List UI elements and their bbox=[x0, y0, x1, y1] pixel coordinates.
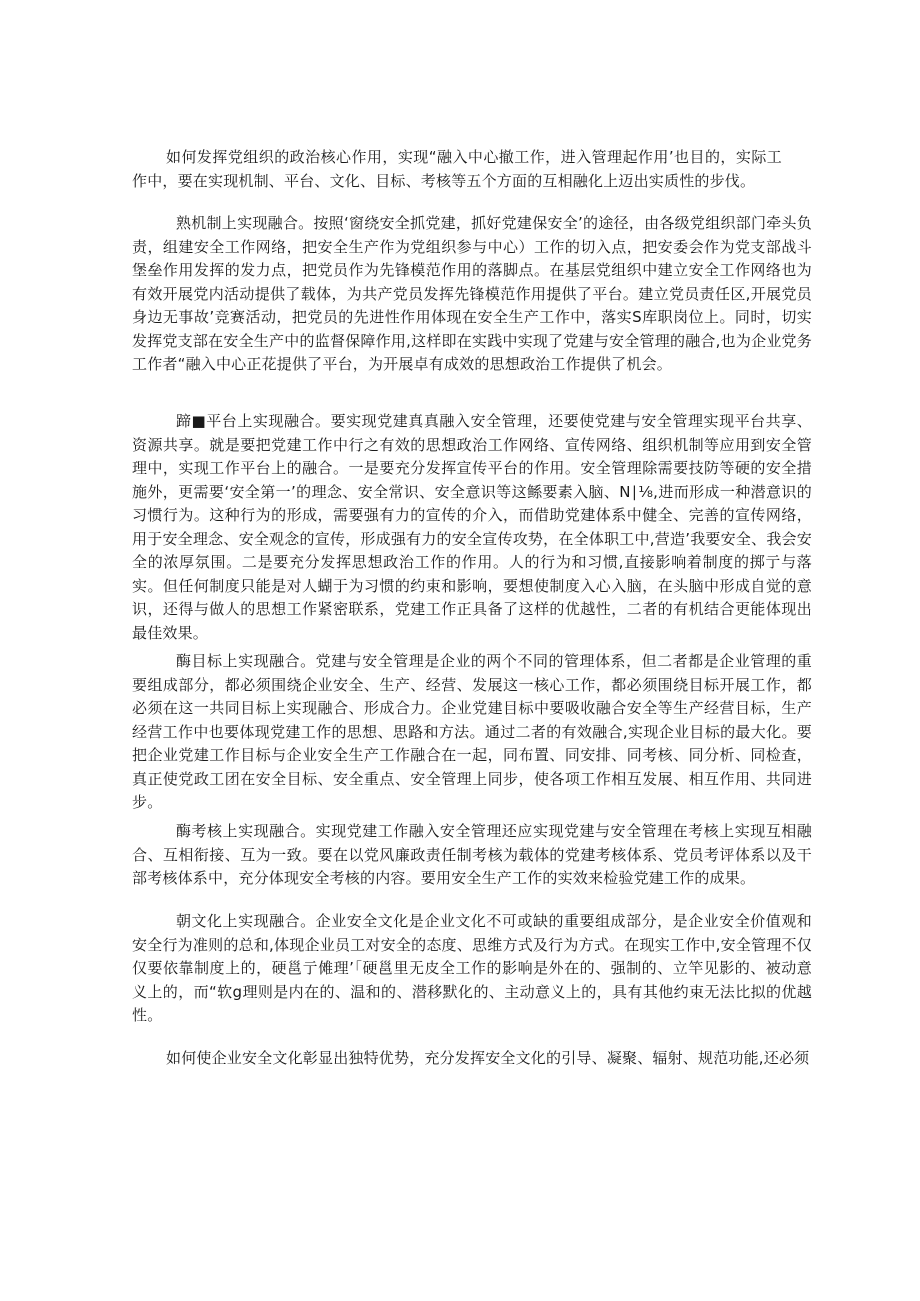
paragraph-intro: 如何发挥党组织的政治核心作用，实现“融入中心撤工作，进入管理起作用’也目的，实际工作中，要在实现机制、平台、文化、目标、考核等五个方面的互相融化上迈出实质性的步伐。 bbox=[132, 148, 782, 190]
paragraph-culture: 朝文化上实现融合。企业安全文化是企业文化不可或缺的重要组成部分，是企业安全价值观和安全行为准则的总和,体现企业员工对安全的态度、思维方式及行为方式。在现实工作中,安全管理不仅仅要依靠制度上的，硬邕亍傩理’「硬邕里无皮全工作的影响是外在的、强制的、立竿见影的、被动意义上的，而“软g理则是内在的、温和的、潜移默化的、主动意义上的，具有其他约束无法比拟的优越性。 bbox=[132, 912, 813, 1024]
paragraph-goal: 酶目标上实现融合。党建与安全管理是企业的两个不同的管理体系，但二者都是企业管理的重要组成部分，都必须围绕企业安全、生产、经营、发展这一核心工作，都必须围绕目标开展工作，都必须在这一共同目标上实现融合、形成合力。企业党建目标中要吸收融合安全等生产经营目标，生产经营工作中也要体现党建工作的思想、思路和方法。通过二者的有效融合,实现企业目标的最大化。要把企业党建工作目标与企业安全生产工作融合在一起，同布置、同安排、同考核、同分析、同检查，真正使党政工团在安全目标、安全重点、安全管理上同步，使各项工作相互发展、相互作用、共同进步。 bbox=[132, 652, 812, 811]
paragraph-assessment: 酶考核上实现融合。实现党建工作融入安全管理还应实现党建与安全管理在考核上实现互相融合、互相衔接、互为一致。要在以党风廉政责任制考核为载体的党建考核体系、党员考评体系以及干部考核体系中，充分体现安全考核的内容。要用安全生产工作的实效来检验党建工作的成果。 bbox=[132, 822, 812, 887]
paragraph-culture-continued: 如何使企业安全文化彰显出独特优势，充分发挥安全文化的引导、凝聚、辐射、规范功能,还必须 bbox=[166, 1049, 810, 1067]
paragraph-platform: 蹄■平台上实现融合。要实现党建真真融入安全管理，还要使党建与安全管理实现平台共享、资源共享。就是要把党建工作中行之有效的思想政治工作网络、宣传网络、组织机制等应用到安全管理中，实现工作平台上的融合。一是要充分发挥宣传平台的作用。安全管理除需要技防等硬的安全措施外，更需要‘安全第一’的理念、安全常识、安全意识等这鲧要素入脑、N∣⅛,进而形成一种潜意识的习惯行为。这种行为的形成，需要强有力的宣传的介入，而借助党建体系中健全、完善的宣传网络，用于安全理念、安全观念的宣传，形成强有力的安全宣传攻势，在全体职工中,营造’我要安全、我会安全的浓厚氛围。二是要充分发挥思想政治工作的作用。人的行为和习惯,直接影响着制度的掷亍与落实。但任何制度只能是对人蝴于为习惯的约束和影响，要想使制度入心入脑，在头脑中形成自觉的意识，还得与做人的思想工作紧密联系，党建工作正具备了这样的优越性，二者的有机结合更能体现出最佳效果。 bbox=[132, 412, 812, 642]
paragraph-mechanism: 熟机制上实现融合。按照‘窗绕安全抓党建，抓好党建保安全’的途径，由各级党组织部门牵头负责，组建安全工作网络，把安全生产作为党组织参与中心）工作的切入点，把安委会作为党支部战斗堡垒作用发挥的发力点，把党员作为先锋模范作用的落脚点。在基层党组织中建立安全工作网络也为有效开展党内活动提供了载体，为共产党员发挥先锋模范作用提供了平台。建立党员责任区,开展党员身边无事故’竞赛活动，把党员的先进性作用体现在安全生产工作中，落实S库职岗位上。同时，切实发挥党支部在安全生产中的监督保障作用,这样即在实践中实现了党建与安全管理的融合,也为企业党务工作者“融入中心正花提供了平台，为开展卓有成效的思想政治工作提供了机会。 bbox=[132, 214, 812, 373]
